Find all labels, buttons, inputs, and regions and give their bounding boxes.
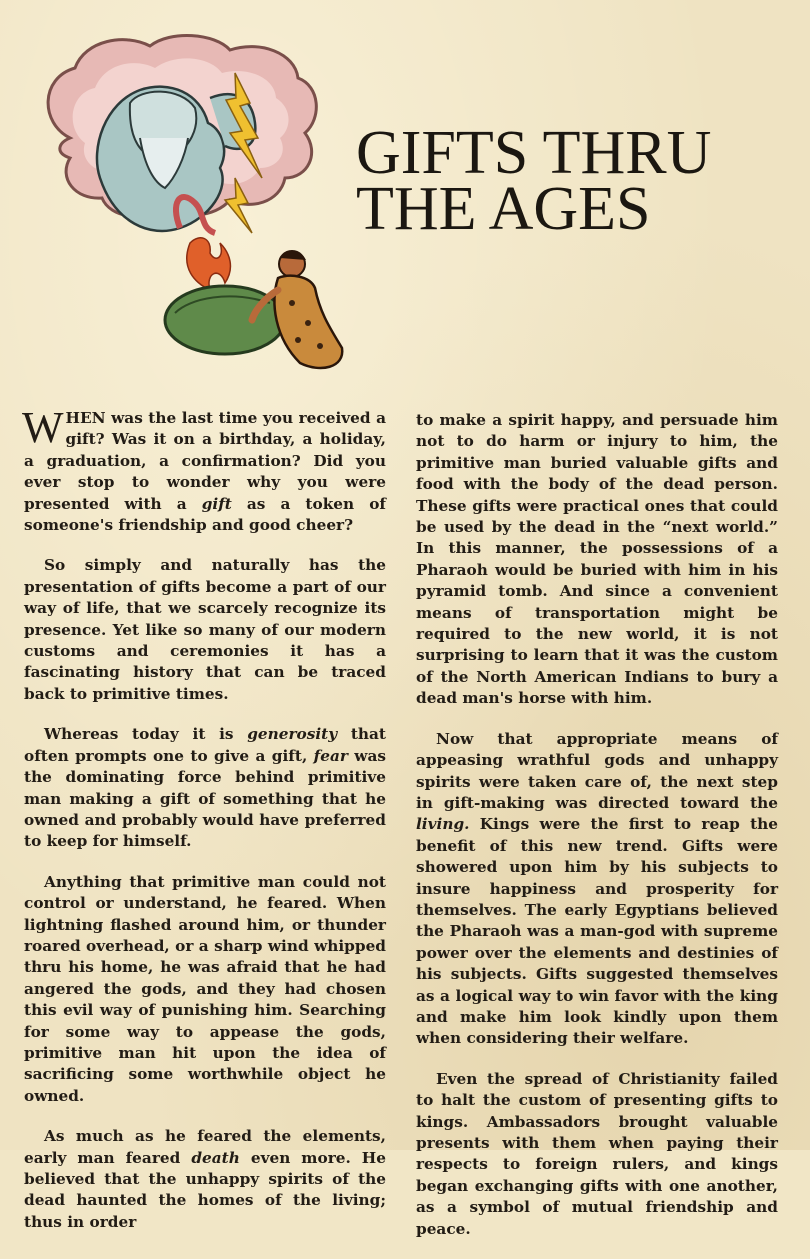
right-column: [416, 410, 778, 1259]
fire: [187, 238, 231, 290]
title-line-2: THE AGES: [356, 175, 651, 243]
left-column: [22, 403, 386, 1252]
paragraph-2: So simply and naturally has the presentation of gifts become a part of our way of life, that we scarcely recognize its presence. Yet like so many of our modern customs and ceremonies it has a fascinating history that can be traced back to primitive times.: [24, 556, 386, 703]
drop-cap: W: [22, 403, 64, 452]
paragraph-3: Whereas today it is generosity that often prompts one to give a gift, fear was the dominating force behind primitive man making a gift of something that he owned and probably would have preferred to keep for himself.: [24, 725, 386, 851]
page-title: [356, 119, 796, 243]
paragraph-8: Even the spread of Christianity failed to halt the custom of presenting gifts to kings. Ambassadors brought valuable presents with them when paying their respects to foreign rulers, and kings began exchanging gifts with one another, as a symbol of mutual friendship and peace.: [416, 1069, 778, 1238]
paragraph-6: to make a spirit happy, and persuade him not to do harm or injury to him, the primitive man buried valuable gifts and food with the body of the dead person. These gifts were practical ones that could be used by the dead in the “next world.” In this manner, the possessions of a Pharaoh would be buried with him in his pyramid tomb. And since a convenient means of transportation might be required to the new world, it is not surprising to learn that it was the custom of the North American Indians to bury a dead man's horse with him.: [416, 411, 778, 708]
paragraph-4: Anything that primitive man could not control or understand, he feared. When lightning flashed around him, or thunder roared overhead, or a sharp wind whipped thru his home, he was afraid that he had angered the gods, and they had chosen this evil way of punishing him. Searching for some way to appease the gods, primitive man hit upon the idea of sacrificing some worthwhile object he owned.: [24, 872, 386, 1105]
paragraph-1: WHEN was the last time you received a gift? Was it on a birthday, a holiday, a graduation, a confirmation? Did you ever stop to wonder why you were presented with a gift as a token of someone's friendship and good cheer?: [22, 403, 386, 535]
paragraph-5: As much as he feared the elements, early man feared death even more. He believed that the unhappy spirits of the dead haunted the homes of the living; thus in order: [24, 1127, 386, 1231]
title-line-1: GIFTS THRU: [356, 119, 712, 187]
god-and-primitive-man-illustration: [30, 28, 360, 388]
paragraph-7: Now that appropriate means of appeasing wrathful gods and unhappy spirits were taken care of, the next step in gift-making was directed toward the living. Kings were the first to reap the benefit of this new trend. Gifts were showered upon him by his subjects to insure happiness and prosperity for themselves. The early Egyptians believed the Pharaoh was a man-god with supreme power over the elements and destinies of his subjects. Gifts suggested themselves as a logical way to win favor with the king and make him look kindly upon them when considering their welfare.: [416, 729, 778, 1048]
